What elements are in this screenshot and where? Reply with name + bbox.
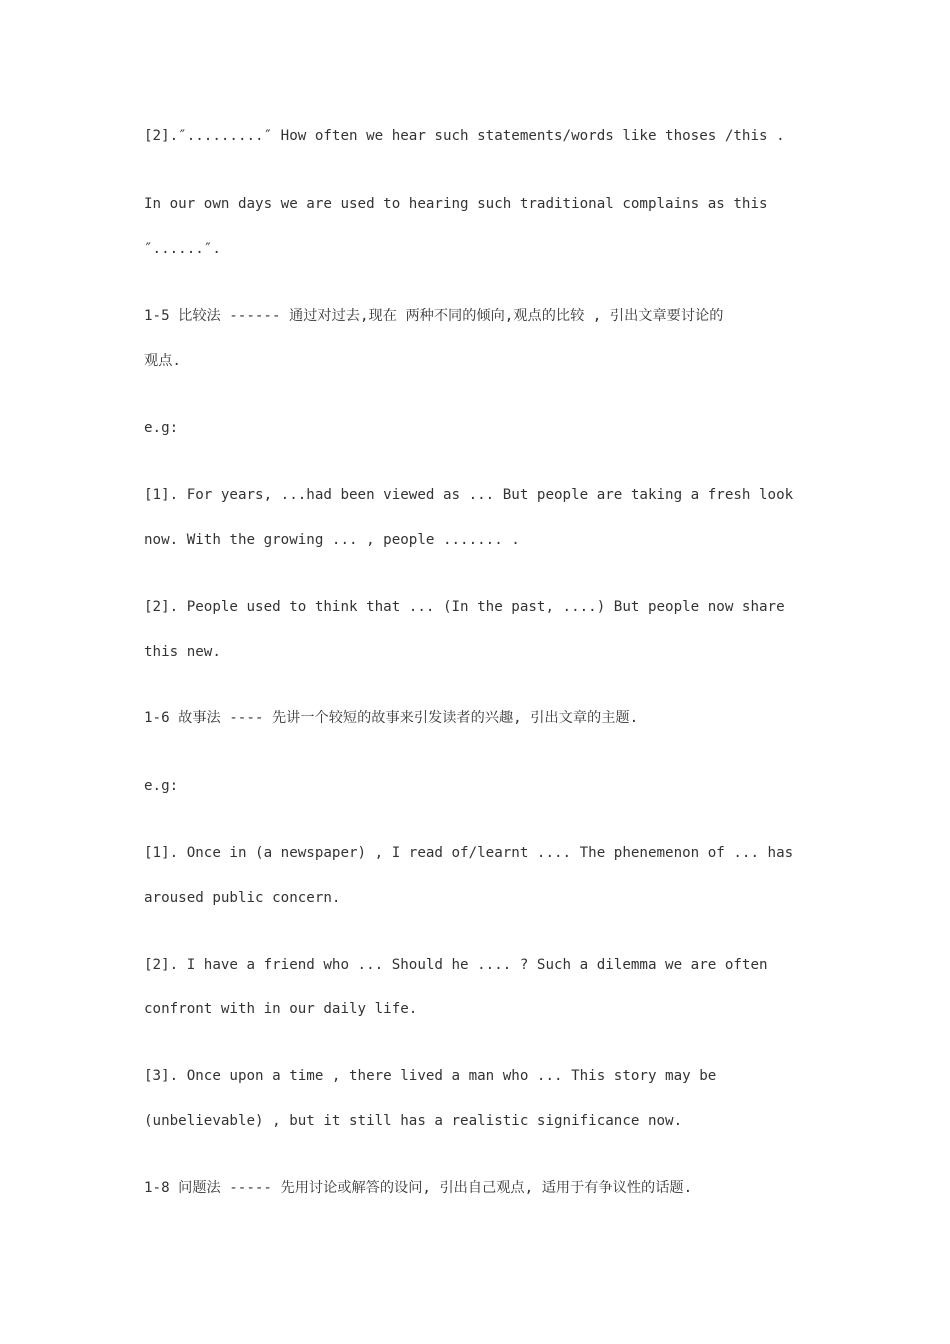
text-line: this new.	[144, 644, 221, 660]
section-heading: 1-5 比较法 ------ 通过对过去,现在 两种不同的倾向,观点的比较 , 引出文章要讨论的	[144, 308, 724, 324]
example-label: e.g:	[144, 778, 179, 794]
text-line: [1]. For years, ...had been viewed as ... But people are taking a fresh look	[144, 487, 794, 503]
example-label: e.g:	[144, 420, 179, 436]
text-line: In our own days we are used to hearing such traditional complains as this	[144, 196, 768, 212]
text-line: ″......″.	[144, 241, 221, 257]
text-line: [1]. Once in (a newspaper) , I read of/learnt .... The phenemenon of ... has	[144, 845, 794, 861]
text-line: [2]. I have a friend who ... Should he .... ? Such a dilemma we are often	[144, 957, 768, 973]
text-line: (unbelievable) , but it still has a realistic significance now.	[144, 1113, 683, 1129]
text-line: [2]. People used to think that ... (In the past, ....) But people now share	[144, 599, 785, 615]
text-line: [3]. Once upon a time , there lived a man who ... This story may be	[144, 1068, 717, 1084]
text-line: [2].″.........″ How often we hear such statements/words like thoses /this .	[144, 128, 785, 144]
text-line: confront with in our daily life.	[144, 1001, 418, 1017]
text-line: now. With the growing ... , people ....... .	[144, 532, 520, 548]
text-line: 观点.	[144, 353, 181, 369]
section-heading: 1-6 故事法 ---- 先讲一个较短的故事来引发读者的兴趣, 引出文章的主题.	[144, 710, 639, 726]
text-line: aroused public concern.	[144, 890, 341, 906]
section-heading: 1-8 问题法 ----- 先用讨论或解答的设问, 引出自己观点, 适用于有争议性的话题.	[144, 1180, 693, 1196]
